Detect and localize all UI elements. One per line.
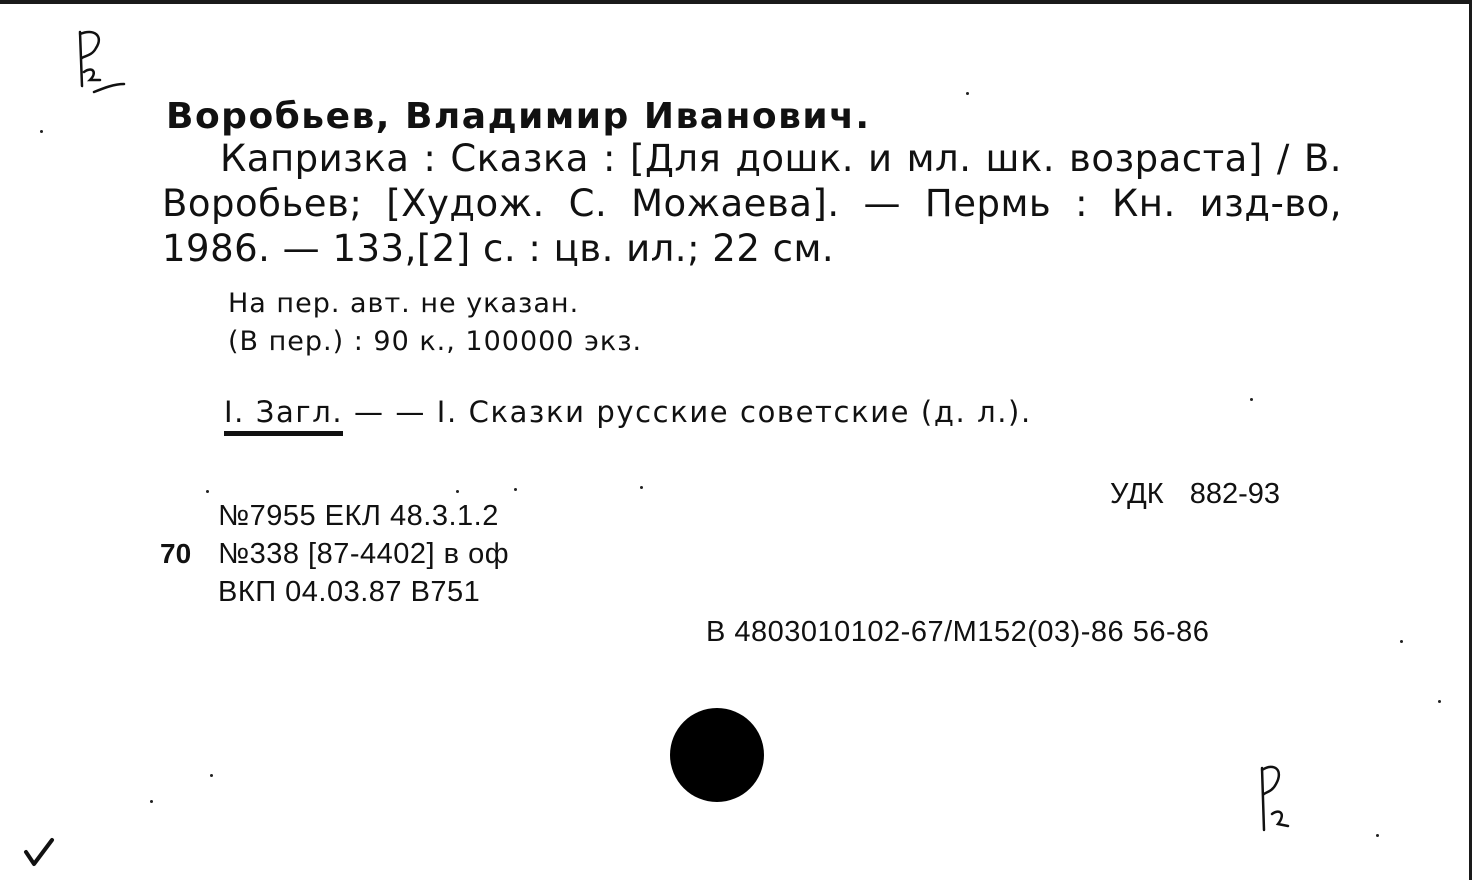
- udc-code: УДК 882-93: [1110, 478, 1281, 510]
- service-line-1: №7955 ЕКЛ 48.3.1.2: [218, 500, 499, 532]
- scan-speck: [40, 130, 43, 133]
- check-mark-icon: [22, 836, 58, 875]
- punch-hole: [670, 708, 764, 802]
- service-line-2: №338 [87-4402] в оф: [218, 538, 510, 570]
- scan-speck: [1400, 640, 1403, 643]
- note-line-1: На пер. авт. не указан.: [228, 288, 580, 319]
- classification-code-line: В 4803010102-67/М152(03)-86 56-86: [706, 616, 1210, 648]
- scan-speck: [1376, 834, 1379, 837]
- scan-speck: [514, 488, 517, 491]
- author-heading: Воробьев, Владимир Иванович.: [166, 96, 871, 137]
- card-top-edge: [0, 0, 1472, 4]
- bibliographic-description: Капризка : Сказка : [Для дошк. и мл. шк. возраста] / В. Воробьев; [Худож. С. Можаева]. — Пермь : Кн. изд-во, 1986. — 133,[2] с. : цв. ил.; 22 см.: [162, 137, 1342, 270]
- handwritten-mark-bottom-right: [1248, 758, 1308, 843]
- tracing-line: [224, 395, 1032, 436]
- service-line-3: ВКП 04.03.87 В751: [218, 576, 481, 608]
- note-line-2: (В пер.) : 90 к., 100000 экз.: [228, 326, 643, 357]
- scan-speck: [966, 92, 969, 95]
- handwritten-mark-top-left: [74, 26, 134, 101]
- scan-speck: [206, 490, 209, 493]
- scan-speck: [150, 800, 153, 803]
- scan-speck: [456, 490, 459, 493]
- scan-speck: [1438, 700, 1441, 703]
- scan-speck: [1250, 398, 1253, 401]
- scan-speck: [210, 774, 213, 777]
- title-tracing: I. Загл.: [224, 395, 343, 436]
- scan-speck: [640, 486, 643, 489]
- subject-tracing: — — I. Сказки русские советские (д. л.).: [343, 395, 1032, 429]
- service-number: 70: [160, 538, 192, 569]
